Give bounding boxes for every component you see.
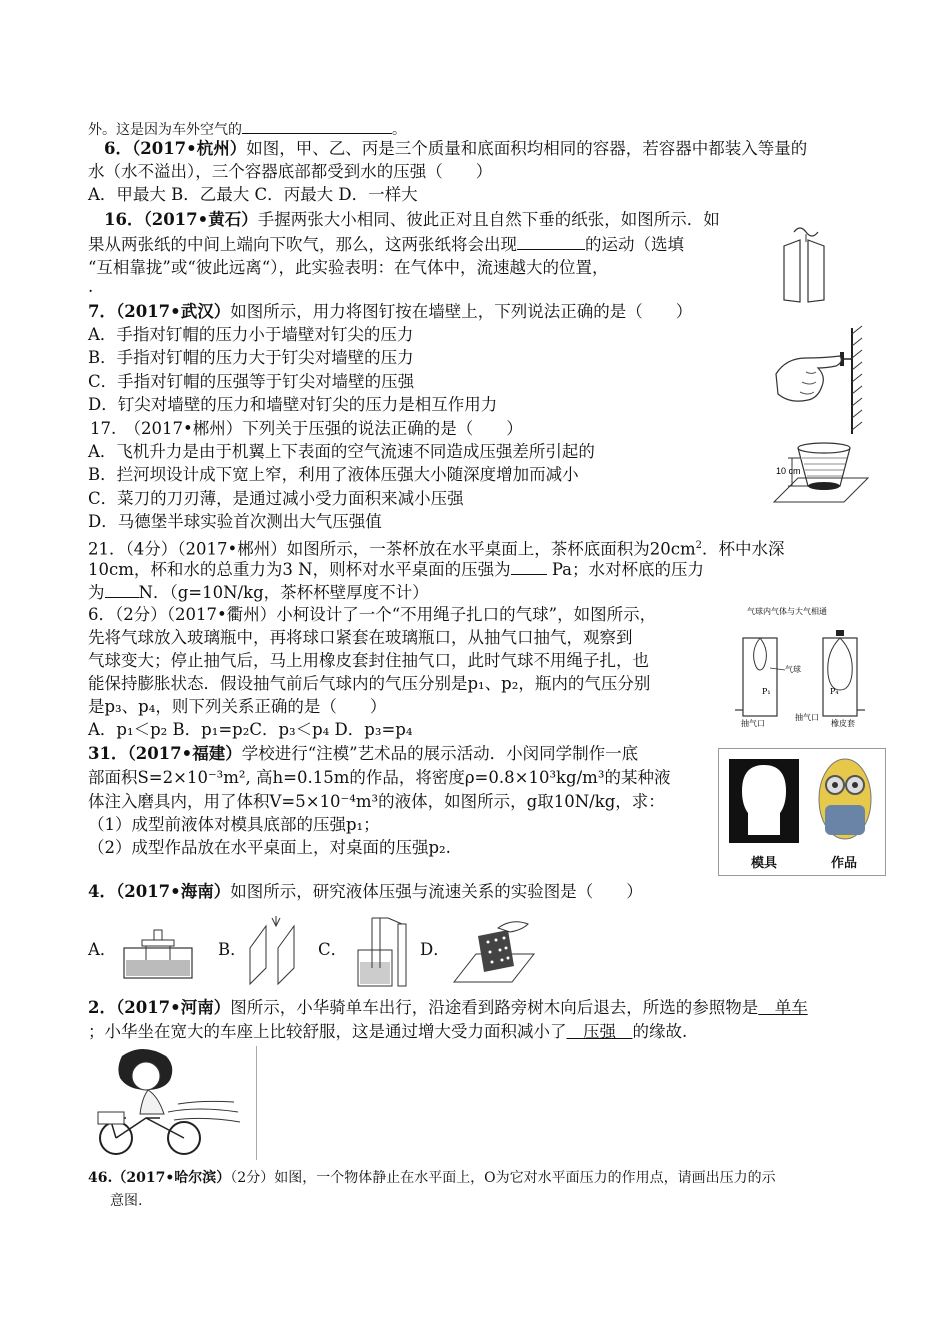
q2-henan-line2: ；小华坐在宽大的车座上比较舒服，这是通过增大受力面积减小了 压强 的缘故. (88, 1022, 688, 1041)
p1-label: P₁ (762, 687, 771, 696)
cup-depth-label: 10 cm (776, 466, 801, 476)
balloon-bottle-figure (735, 602, 875, 730)
q16-huangshi-line4: . (88, 277, 94, 296)
q17-chenzhou-stem: 17. （2017•郴州）下列关于压强的说法正确的是（ ） (90, 419, 523, 438)
rubber-label: 抽气口 (795, 713, 819, 722)
q6-quzhou-line3: 气球变大；停止抽气后，马上用橡皮套封住抽气口，此时气球不用绳子扎，也 (88, 651, 649, 670)
q21-chenzhou-line2: 10cm，杯和水的总重力为3 N，则杯对水平桌面的压强为 Pa；水对杯底的压力 (88, 560, 705, 579)
answer-blank (105, 581, 139, 598)
bicycle-rider-figure (88, 1046, 257, 1160)
q2-answer-1: 单车 (758, 998, 808, 1017)
q6-hangzhou-options: A．甲最大 B．乙最大 C．丙最大 D．一样大 (88, 185, 418, 204)
q31-fujian-line2: 部面积S=2×10⁻³m², 高h=0.15m的作品，将密度ρ=0.8×10³kg/m³的某种液 (88, 768, 671, 787)
q6-quzhou-line5: 是p₃、p₄，则下列关系正确的是（ ） (88, 697, 387, 716)
q16-huangshi-line1: 16．（2017•黄石）手握两张大小相同、彼此正对且自然下垂的纸张，如图所示．如 (104, 210, 720, 229)
p4-label: P₄ (830, 687, 839, 696)
q31-fujian-line1: 31．（2017•福建）学校进行“注模”艺术品的展示活动．小闵同学制作一底 (88, 744, 639, 763)
q7-option-a: A．手指对钉帽的压力小于墙壁对钉尖的压力 (88, 325, 414, 344)
q4-label-d: D． (420, 940, 450, 959)
q31-fujian-sub1: （1）成型前液体对模具底部的压强p₁； (88, 815, 380, 834)
q6-hangzhou-line2: 水（水不溢出），三个容器底部都受到水的压强（ ） (88, 162, 493, 181)
mold-caption: 模具 (751, 856, 778, 871)
mold-work-figure (718, 748, 886, 876)
q31-fujian-line3: 体注入磨具内，用了体积V=5×10⁻⁴m³的液体，如图所示，g取10N/kg，求： (88, 792, 665, 811)
balloon-note-label: 气球内气体与大气相通 (747, 607, 827, 616)
q17-option-d: D．马德堡半球实验首次测出大气压强值 (88, 512, 382, 531)
intro-line: 外。这是因为车外空气的 。 (88, 117, 406, 141)
q7-option-c: C．手指对钉帽的压强等于钉尖对墙壁的压强 (88, 372, 415, 391)
answer-blank (511, 558, 547, 575)
q17-option-c: C．菜刀的刀刃薄，是通过减小受力面积来减小压强 (88, 489, 464, 508)
q2-answer-2: 压强 (566, 1022, 633, 1041)
q16-huangshi-line2: 果从两张纸的中间上端向下吹气，那么，这两张纸将会出现 的运动（选填 (88, 235, 684, 254)
q46-harbin-line1: 46.（2017•哈尔滨）（2分）如图，一个物体静止在水平面上，O为它对水平面压力的作用点，请画出压力的示 (88, 1170, 776, 1186)
pump-port-label: 抽气口 (741, 719, 765, 728)
q6-quzhou-line2: 先将气球放入玻璃瓶中，再将球口紧套在玻璃瓶口，从抽气口抽气，观察到 (88, 628, 633, 647)
q17-option-b: B．拦河坝设计成下宽上窄，利用了液体压强大小随深度增加而减小 (88, 465, 579, 484)
q46-harbin-line2: 意图. (110, 1193, 143, 1209)
q6-quzhou-options: A．p₁＜p₂ B．p₁=p₂C．p₃＜p₄ D．p₃=p₄ (88, 720, 413, 739)
q4-figure-c (346, 910, 416, 990)
q4-label-c: C． (318, 940, 348, 959)
q16-huangshi-line3: “互相靠拢”或“彼此远离“），此实验表明：在气体中，流速越大的位置， (88, 258, 609, 277)
q21-chenzhou-line3: 为 N．（g=10N/kg，茶杯杯壁厚度不计） (88, 583, 429, 602)
q7-option-d: D．钉尖对墙壁的压力和墙壁对钉尖的压力是相互作用力 (88, 395, 498, 414)
q6-quzhou-line1: 6．（2分）（2017•衢州）小柯设计了一个“不用绳子扎口的气球”，如图所示， (88, 605, 657, 624)
q2-henan-line1: 2．（2017•河南）图所示，小华骑单车出行，沿途看到路旁树木向后退去，所选的参照物是 单车 (88, 998, 808, 1017)
q4-label-b: B． (218, 940, 247, 959)
answer-blank (517, 233, 585, 250)
work-caption: 作品 (831, 856, 858, 871)
q4-figure-a (118, 926, 198, 982)
thumbtack-figure (772, 322, 872, 440)
q7-wuhan-stem: 7．（2017•武汉）如图所示，用力将图钉按在墙壁上，下列说法正确的是（ ） (88, 302, 693, 321)
q17-option-a: A．飞机升力是由于机翼上下表面的空气流速不同造成压强差所引起的 (88, 442, 595, 461)
q4-hainan-stem: 4．（2017•海南）如图所示，研究液体压强与流速关系的实验图是（ ） (88, 882, 643, 901)
balloon-label: 气球 (785, 665, 801, 674)
q4-figure-b (244, 912, 314, 988)
paper-blowing-figure (774, 222, 844, 304)
q4-figure-d (448, 918, 538, 988)
answer-blank (242, 117, 392, 134)
q4-label-a: A． (88, 940, 117, 959)
rubber-band-label: 橡皮套 (831, 719, 855, 728)
q7-option-b: B．手指对钉帽的压力大于钉尖对墙壁的压力 (88, 348, 414, 367)
q31-fujian-sub2: （2）成型作品放在水平桌面上，对桌面的压强p₂. (88, 838, 451, 857)
tea-cup-figure (770, 438, 870, 510)
q6-quzhou-line4: 能保持膨胀状态．假设抽气前后气球内的气压分别是p₁、p₂，瓶内的气压分别 (88, 674, 651, 693)
q6-hangzhou-line1: 6．（2017•杭州）如图，甲、乙、丙是三个质量和底面积均相同的容器，若容器中都装入等量的 (104, 139, 808, 158)
q21-chenzhou-line1: 21．（4分）（2017•郴州）如图所示，一茶杯放在水平桌面上，茶杯底面积为$20cm^2$．杯中水深 (88, 539, 785, 559)
